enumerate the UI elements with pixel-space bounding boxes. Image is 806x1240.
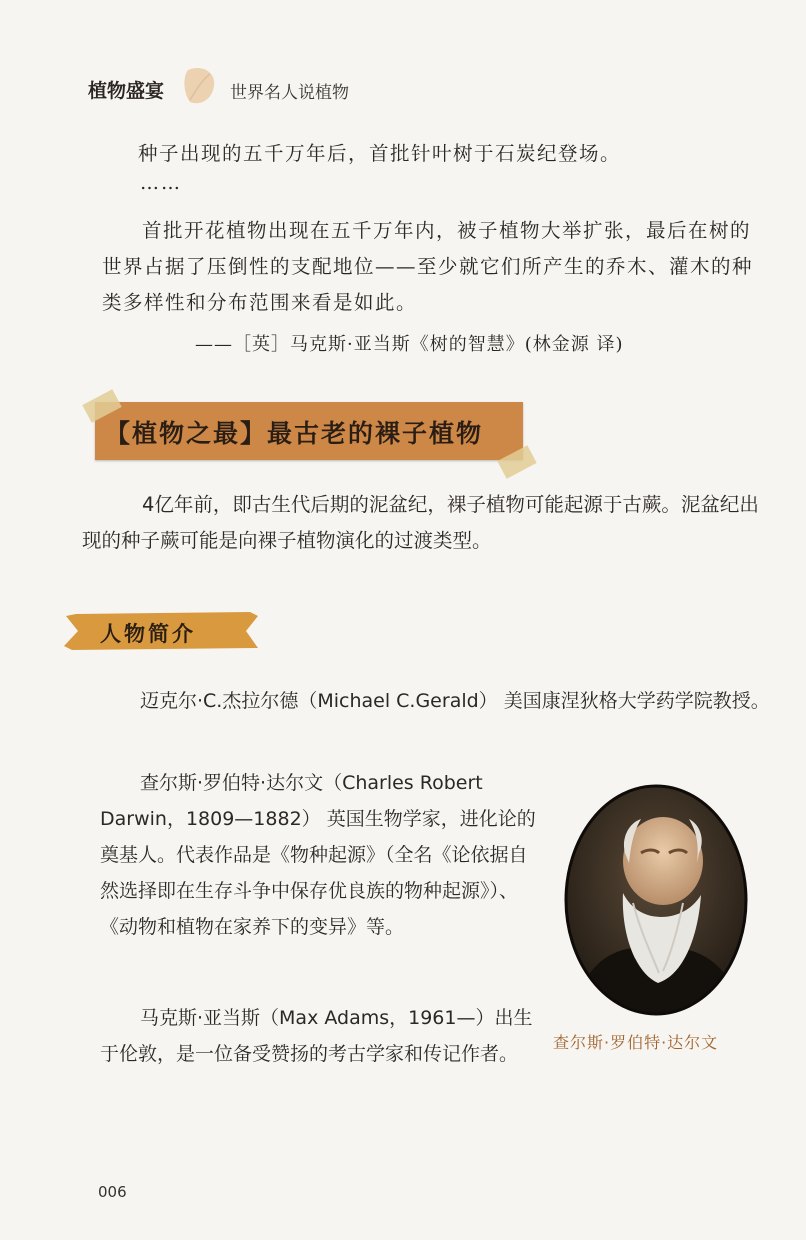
leaf-icon [180, 64, 220, 108]
quote-paragraph: 首批开花植物出现在五千万年内，被子植物大举扩张，最后在树的世界占据了压倒性的支配地位——至少就它们所产生的乔木、灌木的种类多样性和分布范围来看是如此。 [102, 219, 754, 314]
page-number: 006 [98, 1183, 127, 1201]
feature-banner [95, 402, 523, 460]
darwin-portrait [563, 783, 749, 1017]
series-title: 世界名人说植物 [230, 83, 349, 103]
quote-line: 种子出现的五千万年后，首批针叶树于石炭纪登场。 [138, 142, 622, 165]
book-title: 植物盛宴 [88, 80, 165, 102]
bio-darwin: 查尔斯·罗伯特·达尔文（Charles Robert Darwin，1809—1882） 英国生物学家，进化论的奠基人。代表作品是《物种起源》（全名《论依据自然选择即在生存斗争中保存优良族的物种起源》）、《动物和植物在家养下的变异》等。 [100, 772, 536, 938]
banner-title: 【植物之最】最古老的裸子植物 [105, 419, 484, 448]
portrait-caption: 查尔斯·罗伯特·达尔文 [553, 1033, 719, 1052]
bio-gerald: 迈克尔·C.杰拉尔德（Michael C.Gerald） 美国康涅狄格大学药学院教授。 [140, 690, 770, 712]
section-ribbon [64, 612, 260, 650]
fact-paragraph: 4亿年前，即古生代后期的泥盆纪，裸子植物可能起源于古蕨。泥盆纪出现的种子蕨可能是向裸子植物演化的过渡类型。 [82, 493, 759, 552]
quote-attribution: ——［英］马克斯·亚当斯《树的智慧》(林金源 译) [195, 334, 624, 355]
quote-ellipsis: …… [140, 172, 182, 194]
page-header [88, 70, 408, 110]
bio-adams: 马克斯·亚当斯（Max Adams，1961—）出生于伦敦，是一位备受赞扬的考古学家和传记作者。 [100, 1007, 533, 1065]
section-title: 人物简介 [100, 622, 196, 646]
